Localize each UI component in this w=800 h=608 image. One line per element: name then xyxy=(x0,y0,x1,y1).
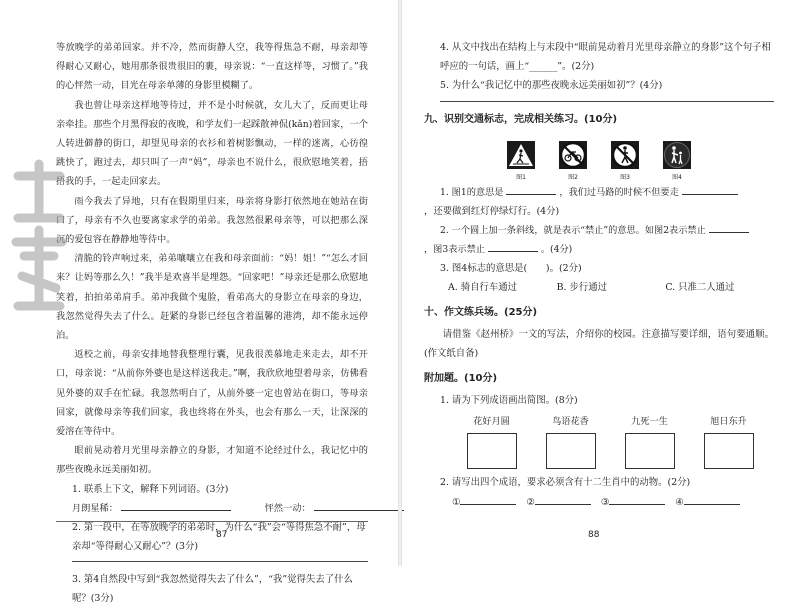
sign-3-caption: 图3 xyxy=(620,174,630,181)
zodiac-2-blank[interactable] xyxy=(535,493,591,505)
word-2-label: 怦然一动： xyxy=(264,502,311,514)
option-a[interactable]: A. 骑自行车通过 xyxy=(448,282,517,293)
s9-q2-row2 xyxy=(424,240,774,259)
sign-1-caption: 图1 xyxy=(516,174,526,181)
no-bicycle-icon xyxy=(558,140,588,170)
word-1-label: 月朗星稀： xyxy=(72,502,118,514)
s9-q2-blank-1[interactable] xyxy=(709,221,749,233)
watermark-stamp xyxy=(4,156,74,316)
bottom-rule xyxy=(56,521,368,522)
s9-q1-text-c: ，还要做到红灯停绿灯行。(4分) xyxy=(424,206,560,217)
option-c[interactable]: C. 只准二人通过 xyxy=(665,282,735,293)
zodiac-2 xyxy=(526,492,590,514)
question-5: 5. 为什么“我记忆中的那些夜晚永远美丽如初”？(4分) xyxy=(440,80,663,91)
word-1-blank[interactable] xyxy=(121,499,231,511)
page-number-right: 88 xyxy=(588,530,600,540)
sign-3 xyxy=(610,140,640,181)
zodiac-4 xyxy=(675,492,739,514)
idiom-drawings xyxy=(424,410,774,469)
section-10-text: 请借鉴《赵州桥》一文的写法，介绍你的校园。注意描写要详细，语句要通顺。(作文纸自备) xyxy=(424,329,774,360)
paragraph-1: 等放晚学的弟弟回家。并不冷，然而街静人空，我等得焦急不耐，母亲却等得耐心又耐心，她用那条很贵很旧的裹，母亲说：“一直这样等，习惯了。”我的心怦然一动，目光在母亲单薄的身影里模糊了。 xyxy=(56,42,368,92)
paragraph-2: 我也曾让母亲这样地等待过，并不是小时候就，女儿大了，反而更让母亲牵挂。那些个月黑得寂的夜晚，和学友们一起踩散神侃(kǎn)着回家，一个人转进僻静的街口，却望见母亲的衣衫和着树影飘动，一样的迷离，心彷徨跳快了，跑过去，却只叫了一声“妈”，母亲也不说什么，很欣慰地笑着，捂捂我的手，一起走回家去。 xyxy=(56,99,368,188)
extra-q1: 1. 请为下列成语画出简图。(8分) xyxy=(440,395,578,407)
sign-4 xyxy=(662,140,692,181)
s9-q3: 3. 图4标志的意思是( )。(2分) xyxy=(440,263,582,274)
idiom-4 xyxy=(689,414,768,469)
option-b[interactable]: B. 步行通过 xyxy=(556,282,608,293)
right-page xyxy=(402,0,800,566)
idiom-3 xyxy=(610,414,689,469)
question-2: 2. 第一段中，在等放晚学的弟弟时，为什么“我”会“等得焦急不耐”，母亲却“等得耐心又耐心”？(3分) xyxy=(72,521,366,552)
zodiac-4-blank[interactable] xyxy=(684,493,740,505)
idiom-1-box[interactable] xyxy=(467,433,517,469)
idiom-2 xyxy=(531,414,610,469)
s9-q1-blank-2[interactable] xyxy=(682,183,738,195)
s9-q2-text-b: ，图3表示禁止 xyxy=(424,244,485,255)
zodiac-3-blank[interactable] xyxy=(609,493,665,505)
idiom-3-label: 九死一生 xyxy=(631,416,668,428)
sign-2 xyxy=(558,140,588,181)
sign-1 xyxy=(506,140,536,181)
no-pedestrians-icon xyxy=(610,140,640,170)
zodiac-1-mark: ① xyxy=(452,497,461,509)
question-4: 4. 从文中找出在结构上与末段中“眼前晃动着月光里母亲静立的身影”这个句子相呼应的一句话，画上“______”。(2分) xyxy=(440,42,771,72)
walking-people-icon xyxy=(662,140,692,170)
zodiac-answers xyxy=(424,492,774,514)
question-1: 1. 联系上下文，解释下列词语。(3分) xyxy=(72,483,229,495)
zodiac-3 xyxy=(601,492,665,514)
idiom-2-box[interactable] xyxy=(546,433,596,469)
extra-q2: 2. 请写出四个成语，要求必须含有十二生肖中的动物。(2分) xyxy=(440,477,691,489)
zodiac-3-mark: ③ xyxy=(600,497,610,509)
idiom-4-label: 旭日东升 xyxy=(710,416,747,428)
idiom-3-box[interactable] xyxy=(625,433,675,469)
answer-line-q5[interactable] xyxy=(440,101,774,102)
sign-2-caption: 图2 xyxy=(568,174,578,181)
sign-4-caption: 图4 xyxy=(672,174,682,181)
idiom-4-box[interactable] xyxy=(704,433,754,469)
idiom-1-label: 花好月圆 xyxy=(473,416,510,428)
s9-q1-text-b: ，我们过马路的时候不但要走 xyxy=(559,187,679,198)
traffic-signs xyxy=(424,140,774,181)
paragraph-5: 返校之前，母亲安排地替我整理行囊，见我很羡慕地走来走去，却不开口，母亲说：“从前你外婆也是这样送我走。”啊，我欣欣地望着母亲，仿佛看见外婆的双手在忙碌。我忽然明白了，从前外婆一定也曾站在街口，等母亲回家，就像母亲等我们回家，我也终将在外头，也会有那么一天，让深深的爱溶在等待中。 xyxy=(56,349,368,438)
paragraph-6: 眼前晃动着月光里母亲静立的身影，才知道不论经过什么，我记忆中的那些夜晚永远美丽如初。 xyxy=(56,445,368,476)
zodiac-2-mark: ② xyxy=(526,497,535,509)
s9-q2-row1 xyxy=(424,221,774,240)
idiom-2-label: 鸟语花香 xyxy=(552,416,589,428)
word-definitions-row xyxy=(56,499,368,518)
s9-q1-row1 xyxy=(424,183,774,202)
s9-q3-options xyxy=(424,278,774,297)
s9-q2-text-c: 。(4分) xyxy=(540,244,573,255)
answer-line-q2[interactable] xyxy=(72,561,368,562)
word-2-blank[interactable] xyxy=(314,499,404,511)
zodiac-4-mark: ④ xyxy=(675,497,684,509)
idiom-1 xyxy=(452,414,531,469)
s9-q2-blank-2[interactable] xyxy=(488,240,538,252)
s9-q2-text-a: 2. 一个圆上加一条斜线，就是表示“禁止”的意思。如图2表示禁止 xyxy=(440,225,706,236)
section-10-title: 十、作文练兵场。(25分) xyxy=(424,307,538,318)
extra-title: 附加题。(10分) xyxy=(424,373,498,385)
section-9-title: 九、识别交通标志，完成相关练习。(10分) xyxy=(424,114,618,125)
pedestrian-crossing-icon xyxy=(506,140,536,170)
paragraph-3: 雨今我去了异地，只有在假期里归来，母亲将身影打依然地在她站在街口了，母亲有不久也要离家求学的弟弟。我忽然很累母亲等，可以把那么深沉的爱包容在静静地等待中。 xyxy=(56,195,368,246)
zodiac-1-blank[interactable] xyxy=(460,493,516,505)
s9-q1-blank-1[interactable] xyxy=(506,183,556,195)
question-3: 3. 第4自然段中写到“我忽然觉得失去了什么”，“我”觉得失去了什么呢？(3分) xyxy=(72,573,353,604)
page-number-left: 87 xyxy=(216,530,228,540)
paragraph-4: 清脆的铃声响过来，弟弟嚷嚷立在我和母亲面前：“妈！姐！”“怎么才回来？让妈等那么久！”我半是欢喜半是埋怨。“回家吧！”母亲还是那么欣慰地笑着，拍拍弟弟肩手。弟冲我做个鬼脸，看弟高大的身影立在母亲的身边，我忽然觉得失去了什么。赶紧的身影已经包含着温馨的港湾，却不能永远停泊。 xyxy=(56,253,368,342)
s9-q1-text-a: 1. 图1的意思是 xyxy=(440,187,504,198)
zodiac-1 xyxy=(452,492,516,514)
